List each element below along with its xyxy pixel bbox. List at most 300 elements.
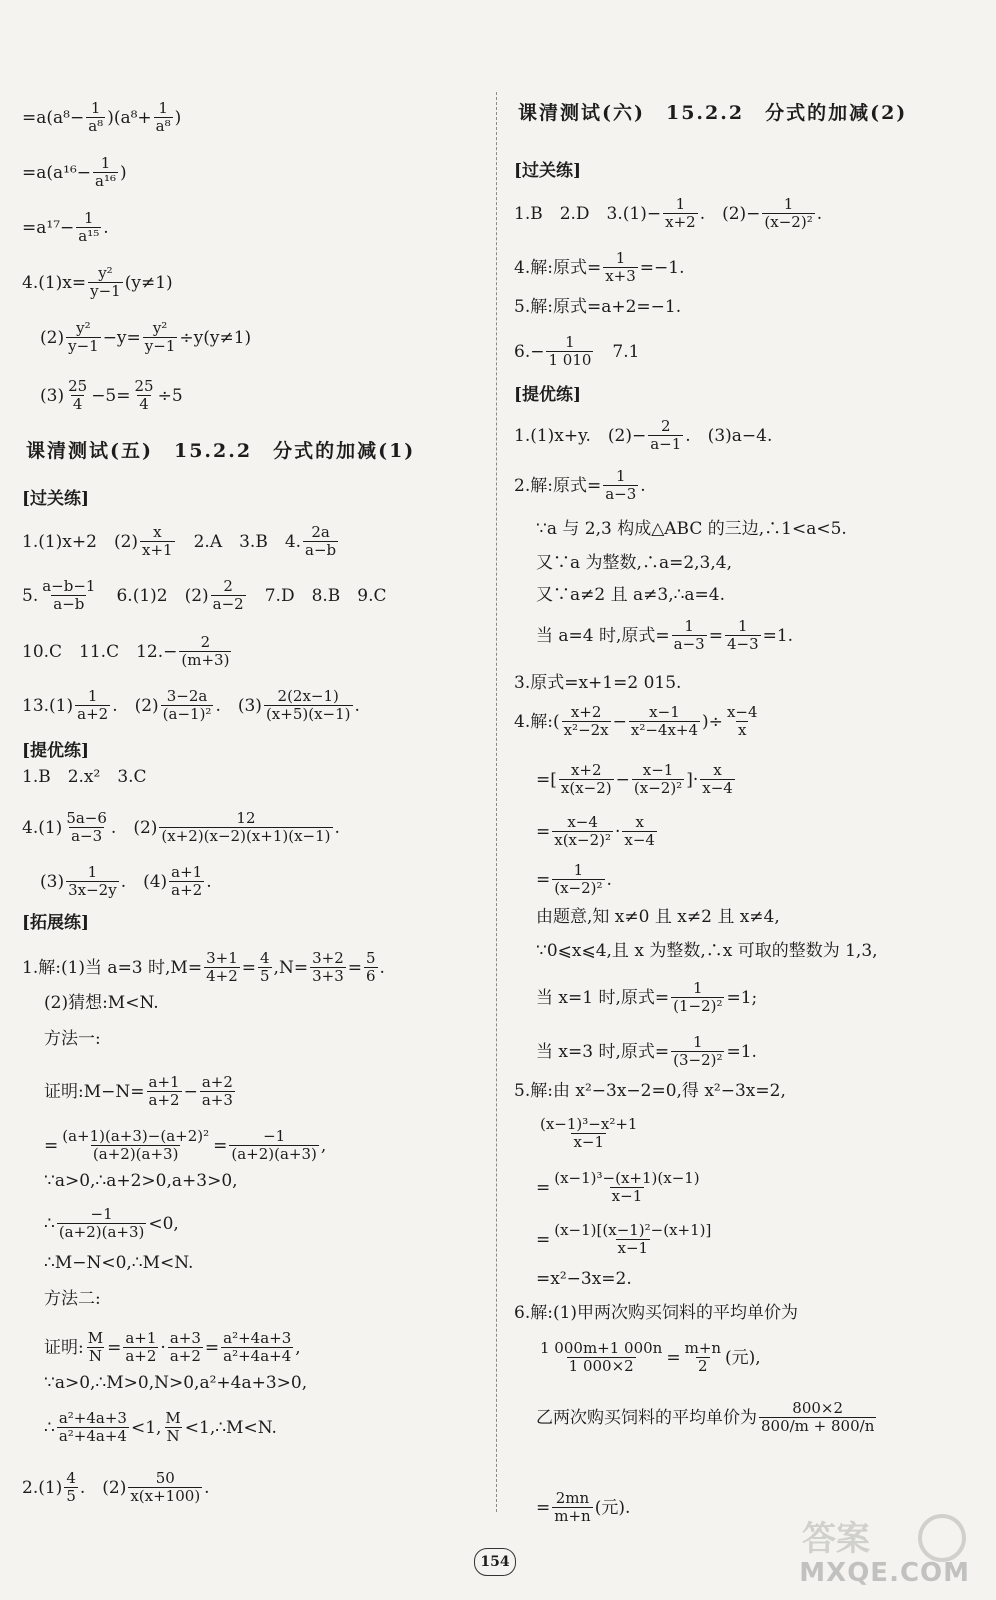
fraction-numerator: 1	[693, 979, 703, 997]
line-text: (2)	[40, 327, 65, 348]
fraction	[683, 1340, 723, 1375]
math-line	[40, 378, 183, 413]
fraction-denominator: a+2	[169, 1347, 201, 1365]
fraction-denominator: 1 010	[548, 351, 592, 369]
line-text: 10.C 11.C 12.−	[22, 641, 178, 662]
fraction-numerator: M	[165, 1409, 181, 1427]
fraction-numerator: y²	[76, 319, 91, 337]
fraction-numerator: 1	[565, 333, 575, 351]
math-line	[514, 296, 681, 318]
fraction-denominator: x−1	[617, 1239, 649, 1257]
line-text: =	[666, 1347, 681, 1368]
fraction-numerator: 1	[87, 863, 98, 881]
fraction-numerator: a²+4a+3	[223, 1329, 292, 1347]
line-text: 由题意,知 x≠0 且 x≠2 且 x≠4,	[536, 907, 780, 927]
line-text: =a(a¹⁶−	[22, 162, 92, 183]
math-line	[22, 524, 340, 559]
line-text: 2.解:原式=	[514, 475, 602, 496]
fraction-denominator: 3+3	[312, 967, 344, 985]
fraction-numerator: x−4	[567, 813, 598, 831]
column-divider	[496, 92, 497, 1512]
line-text: 13.(1)	[22, 695, 74, 716]
line-text: 乙两次购买饲料的平均单价为	[536, 1407, 757, 1428]
fraction	[552, 1490, 592, 1525]
fraction-numerator: a+1	[171, 863, 203, 881]
fraction-numerator: 3−2a	[166, 687, 208, 705]
math-line	[40, 320, 251, 355]
line-text: =	[241, 957, 256, 978]
fraction-denominator: (x−2)²	[764, 213, 813, 231]
fraction	[40, 578, 97, 613]
fraction-numerator: 3+2	[312, 949, 344, 967]
line-text: )(a⁸+	[107, 107, 152, 128]
math-line	[44, 1372, 307, 1394]
fraction-numerator: 1	[100, 154, 111, 172]
fraction-denominator: (a+2)(a+3)	[92, 1145, 179, 1163]
fraction	[552, 1170, 701, 1205]
line-text: . (3)a−4.	[685, 425, 773, 446]
line-text: ÷5	[157, 385, 183, 406]
line-text: =	[107, 1337, 122, 1358]
line-text: =[	[536, 769, 557, 790]
fraction-numerator: x+2	[570, 703, 602, 721]
fraction-denominator: (x−2)²	[554, 879, 603, 897]
fraction	[161, 688, 214, 723]
fraction-numerator: (x−1)³−(x+1)(x−1)	[554, 1169, 700, 1187]
line-text: 1.(1)x+2 (2)	[22, 531, 139, 552]
line-text: ∴M−N<0,∴M<N.	[44, 1253, 194, 1273]
fraction-numerator: 1 000m+1 000n	[540, 1339, 663, 1357]
math-line	[514, 1080, 786, 1102]
subsection-heading: [过关练]	[514, 161, 582, 181]
fraction-numerator: 1	[738, 617, 748, 635]
fraction	[76, 210, 101, 245]
math-line	[536, 1340, 761, 1375]
math-line	[22, 210, 109, 245]
math-line	[44, 1074, 237, 1109]
fraction-denominator: 5	[260, 967, 270, 985]
math-line	[536, 1222, 715, 1257]
fraction	[671, 1034, 724, 1069]
math-line	[536, 618, 793, 653]
fraction	[632, 762, 684, 797]
line-text: 6.解:(1)甲两次购买饲料的平均单价为	[514, 1303, 799, 1323]
fraction	[559, 762, 614, 797]
line-text: 4.(1)	[22, 817, 63, 838]
fraction-numerator: 1	[83, 209, 94, 227]
fraction	[221, 1330, 293, 1365]
subsection-heading: [拓展练]	[22, 913, 90, 933]
fraction	[123, 1330, 158, 1365]
line-text: −	[615, 769, 630, 790]
fraction-denominator: 5	[66, 1487, 76, 1505]
line-text: .	[379, 957, 385, 978]
fraction-numerator: y²	[98, 264, 113, 282]
math-line	[536, 1268, 632, 1290]
fraction-denominator: (x+5)(x−1)	[265, 705, 351, 723]
line-text: 6.(1)2 (2)	[99, 585, 209, 606]
line-text: 1.B 2.x² 3.C	[22, 767, 147, 787]
line-text: .	[206, 871, 212, 892]
math-line	[514, 672, 681, 694]
fraction	[552, 1222, 713, 1257]
line-text: =−1.	[639, 257, 685, 278]
fraction	[169, 864, 204, 899]
fraction	[128, 1470, 202, 1505]
fraction-numerator: 50	[155, 1469, 175, 1487]
line-text: 5.	[22, 585, 39, 606]
line-text: =	[536, 1497, 551, 1518]
line-text: 2.A 3.B 4.	[176, 531, 302, 552]
fraction-denominator: a+2	[125, 1347, 157, 1365]
line-text: ∴	[44, 1417, 55, 1438]
fraction-denominator: a+2	[171, 881, 203, 899]
fraction-denominator: x²−4x+4	[630, 721, 699, 739]
line-text: . (2)	[112, 695, 159, 716]
line-text: .	[354, 695, 360, 716]
fraction	[93, 155, 118, 190]
line-text: 6.−	[514, 341, 545, 362]
math-line	[514, 418, 772, 453]
line-text: 3.原式=x+1=2 015.	[514, 673, 682, 693]
math-line	[514, 468, 646, 503]
fraction-denominator: x−1	[611, 1187, 643, 1205]
subsection-heading: [提优练]	[22, 741, 90, 761]
line-text: ∵a>0,∴M>0,N>0,a²+4a+3>0,	[44, 1373, 308, 1393]
fraction-denominator: (x+2)(x−2)(x+1)(x−1)	[161, 827, 331, 845]
fraction-numerator: y²	[152, 319, 168, 337]
math-line	[22, 578, 387, 613]
fraction-numerator: 2mn	[555, 1489, 590, 1507]
math-line	[514, 1302, 798, 1324]
fraction-numerator: (x−1)³−x²+1	[540, 1115, 638, 1133]
math-line	[22, 766, 147, 788]
fraction	[538, 1340, 664, 1375]
line-text: .	[103, 217, 109, 238]
line-text: =1.	[762, 625, 794, 646]
line-text: .	[204, 1477, 210, 1498]
line-text: 1.解:(1)当 a=3 时,M=	[22, 957, 203, 978]
fraction-denominator: a¹⁶	[95, 172, 117, 190]
line-text: =	[536, 821, 551, 842]
section-title: 课清测试(五) 15.2.2 分式的加减(1)	[26, 440, 416, 462]
fraction-numerator: a+2	[201, 1073, 233, 1091]
fraction-numerator: x	[713, 761, 722, 779]
math-line	[22, 810, 340, 845]
line-text: )	[174, 107, 182, 128]
math-line	[536, 940, 878, 962]
fraction	[700, 762, 735, 797]
fraction	[603, 250, 638, 285]
fraction	[725, 618, 761, 653]
math-line	[514, 196, 822, 231]
fraction-numerator: m+n	[684, 1339, 722, 1357]
line-text: =	[536, 1177, 551, 1198]
fraction-denominator: 4	[139, 395, 149, 413]
math-line	[536, 552, 732, 574]
line-text: <1,	[130, 1417, 162, 1438]
fraction-numerator: x−1	[642, 761, 674, 779]
math-line	[514, 704, 762, 739]
math-line	[44, 1128, 326, 1163]
math-line	[22, 950, 385, 985]
fraction-denominator: x(x−2)²	[554, 831, 611, 849]
fraction-denominator: 6	[365, 967, 376, 985]
fraction	[264, 688, 353, 723]
line-text: −y=	[102, 327, 141, 348]
line-text: 5.解:由 x²−3x−2=0,得 x²−3x=2,	[514, 1081, 786, 1101]
fraction	[66, 320, 101, 355]
math-line	[22, 688, 360, 723]
math-line	[536, 762, 737, 797]
fraction-denominator: x+3	[605, 267, 636, 285]
fraction-numerator: −1	[263, 1127, 286, 1145]
fraction-numerator: 1	[693, 1033, 703, 1051]
fraction-numerator: 4	[260, 949, 270, 967]
fraction-numerator: a+1	[148, 1073, 180, 1091]
fraction-denominator: y−1	[90, 282, 121, 300]
math-line	[536, 1034, 757, 1069]
fraction-denominator: (1−2)²	[673, 997, 723, 1015]
fraction	[147, 1074, 182, 1109]
line-text: (3)	[40, 871, 65, 892]
line-text: (2)猜想:M<N.	[44, 993, 159, 1013]
line-text: −	[612, 711, 627, 732]
fraction	[57, 1410, 129, 1445]
fraction-denominator: a⁸	[88, 117, 104, 135]
fraction-numerator: x−4	[726, 703, 758, 721]
math-line	[536, 814, 659, 849]
fraction-numerator: 1	[573, 861, 584, 879]
math-line	[44, 1288, 101, 1310]
line-text: 7.D 8.B 9.C	[247, 585, 387, 606]
fraction-denominator: x−1	[573, 1133, 605, 1151]
line-text: 5.解:原式=a+2=−1.	[514, 297, 682, 317]
line-text: 4.解:原式=	[514, 257, 602, 278]
line-text: =a¹⁷−	[22, 217, 75, 238]
fraction	[648, 418, 683, 453]
fraction-denominator: y−1	[68, 337, 99, 355]
fraction-denominator: 4−3	[726, 635, 759, 653]
section-title: 课清测试(六) 15.2.2 分式的加减(2)	[518, 102, 908, 124]
line-text: ∵a 与 2,3 构成△ABC 的三边,∴1<a<5.	[536, 519, 847, 539]
fraction	[163, 1410, 182, 1445]
line-text: ÷y(y≠1)	[179, 327, 252, 348]
fraction-numerator: a+1	[125, 1329, 157, 1347]
fraction	[258, 950, 272, 985]
fraction	[310, 950, 346, 985]
fraction-numerator: x	[153, 523, 162, 541]
math-line	[44, 1206, 179, 1241]
line-text: =	[204, 1337, 220, 1358]
fraction	[725, 704, 760, 739]
math-line	[536, 584, 725, 606]
fraction-denominator: a+2	[77, 705, 109, 723]
fraction-denominator: a+2	[148, 1091, 180, 1109]
fraction-denominator: (x−2)²	[633, 779, 683, 797]
math-line	[536, 1490, 630, 1525]
math-line	[536, 980, 757, 1015]
line-text: )÷	[702, 711, 723, 732]
fraction-numerator: −1	[90, 1205, 113, 1223]
math-line	[536, 1400, 878, 1435]
fraction-numerator: M	[87, 1329, 104, 1347]
fraction	[86, 1330, 105, 1365]
fraction-denominator: y−1	[144, 337, 176, 355]
fraction-numerator: 2a	[311, 523, 330, 541]
line-text: . (2)	[110, 817, 158, 838]
fraction-numerator: x	[635, 813, 644, 831]
fraction-numerator: 2	[200, 633, 211, 651]
fraction-denominator: x+2	[665, 213, 696, 231]
fraction-numerator: 1	[684, 617, 694, 635]
fraction	[179, 634, 231, 669]
line-text: <0,	[148, 1213, 179, 1234]
fraction-numerator: 3+1	[206, 949, 238, 967]
fraction	[603, 468, 638, 503]
fraction-denominator: m+n	[554, 1507, 591, 1525]
fraction-denominator: (3−2)²	[673, 1051, 723, 1069]
math-line	[22, 155, 127, 190]
math-line	[536, 518, 847, 540]
line-text: 1.B 2.D 3.(1)−	[514, 203, 662, 224]
fraction-denominator: a−b	[53, 595, 85, 613]
fraction-numerator: 1	[87, 687, 98, 705]
fraction-numerator: 25	[134, 377, 154, 395]
line-text: =	[44, 1135, 59, 1156]
math-line	[44, 1330, 301, 1365]
fraction	[88, 265, 123, 300]
fraction	[629, 704, 700, 739]
page-number: 154	[474, 1548, 516, 1576]
line-text: ·	[615, 821, 621, 842]
line-text: 4.解:(	[514, 711, 560, 732]
fraction-denominator: N	[88, 1347, 102, 1365]
math-line	[44, 992, 159, 1014]
fraction-numerator: 1	[90, 99, 101, 117]
fraction-numerator: 1	[158, 99, 168, 117]
fraction-denominator: x	[737, 721, 747, 739]
fraction	[60, 1128, 211, 1163]
fraction	[64, 810, 109, 845]
fraction	[562, 704, 611, 739]
fraction-denominator: a−1	[650, 435, 682, 453]
line-text: ∵0⩽x⩽4,且 x 为整数,∴x 可取的整数为 1,3,	[536, 941, 878, 961]
fraction	[143, 320, 178, 355]
line-text: )	[120, 162, 127, 183]
fraction-denominator: (m+3)	[181, 651, 230, 669]
line-text: =	[347, 957, 362, 978]
fraction-numerator: (a+1)(a+3)−(a+2)²	[62, 1127, 210, 1145]
line-text: =a(a⁸−	[22, 107, 85, 128]
subsection-heading: [提优练]	[514, 385, 582, 405]
fraction	[671, 980, 724, 1015]
fraction-numerator: 5a−6	[66, 809, 107, 827]
fraction-denominator: N	[166, 1427, 180, 1445]
fraction	[552, 862, 604, 897]
fraction-denominator: 3x−2y	[68, 881, 117, 899]
fraction-denominator: (a+2)(a+3)	[58, 1223, 145, 1241]
fraction-denominator: 4	[72, 395, 83, 413]
line-text: . (3)	[215, 695, 262, 716]
line-text: .	[334, 817, 340, 838]
line-text: 当 x=1 时,原式=	[536, 987, 670, 1008]
line-text: (元).	[594, 1497, 631, 1518]
fraction-numerator: a−b−1	[42, 577, 96, 595]
line-text: 7.1	[595, 341, 640, 362]
fraction	[538, 1116, 639, 1151]
fraction	[211, 578, 246, 613]
fraction-numerator: 4	[66, 1469, 76, 1487]
line-text: 4.(1)x=	[22, 272, 87, 293]
line-text: . (2)−	[699, 203, 761, 224]
fraction-denominator: 800/m + 800/n	[761, 1417, 875, 1435]
fraction-denominator: x−4	[702, 779, 733, 797]
fraction	[759, 1400, 876, 1435]
fraction-denominator: a−b	[305, 541, 337, 559]
line-text: 证明:M−N=	[44, 1081, 145, 1102]
fraction-numerator: a+3	[169, 1329, 201, 1347]
fraction	[86, 100, 105, 135]
fraction	[552, 814, 613, 849]
line-text: 当 a=4 时,原式=	[536, 625, 670, 646]
fraction-denominator: x²−2x	[563, 721, 609, 739]
line-text: .	[606, 869, 612, 890]
fraction-denominator: x−4	[624, 831, 655, 849]
fraction	[159, 810, 332, 845]
math-line	[44, 1410, 277, 1445]
math-line	[22, 265, 173, 300]
fraction	[546, 334, 593, 369]
fraction-numerator: 2	[223, 577, 233, 595]
fraction-numerator: 1	[615, 249, 626, 267]
fraction	[66, 864, 119, 899]
math-line	[44, 1028, 101, 1050]
watermark-text: MXQE.COM	[799, 1558, 970, 1588]
fraction	[64, 1470, 78, 1505]
line-text: 1.(1)x+y. (2)−	[514, 425, 647, 446]
line-text: =	[708, 625, 723, 646]
math-line	[536, 1170, 704, 1205]
fraction	[75, 688, 110, 723]
line-text: . (2)	[79, 1477, 127, 1498]
line-text: ,	[295, 1337, 301, 1358]
fraction-denominator: a²+4a+4	[58, 1427, 127, 1445]
fraction	[672, 618, 707, 653]
line-text: ]·	[686, 769, 699, 790]
fraction-denominator: a+3	[201, 1091, 233, 1109]
fraction-denominator: a−2	[212, 595, 244, 613]
line-text: ·	[160, 1337, 166, 1358]
fraction	[622, 814, 657, 849]
fraction-denominator: 2	[698, 1357, 708, 1375]
line-text: =x²−3x=2.	[536, 1269, 632, 1289]
fraction	[168, 1330, 203, 1365]
fraction-denominator: a⁸	[155, 117, 171, 135]
fraction	[364, 950, 378, 985]
math-line	[514, 250, 685, 285]
line-text: 证明:	[44, 1337, 84, 1358]
line-text: . (4)	[120, 871, 168, 892]
line-text: .	[640, 475, 646, 496]
line-text: ,	[320, 1135, 327, 1156]
fraction	[154, 100, 173, 135]
fraction-denominator: x+1	[142, 541, 173, 559]
math-line	[536, 906, 780, 928]
math-line	[536, 1116, 641, 1151]
fraction-numerator: 2(2x−1)	[277, 687, 339, 705]
fraction-denominator: a−3	[673, 635, 705, 653]
